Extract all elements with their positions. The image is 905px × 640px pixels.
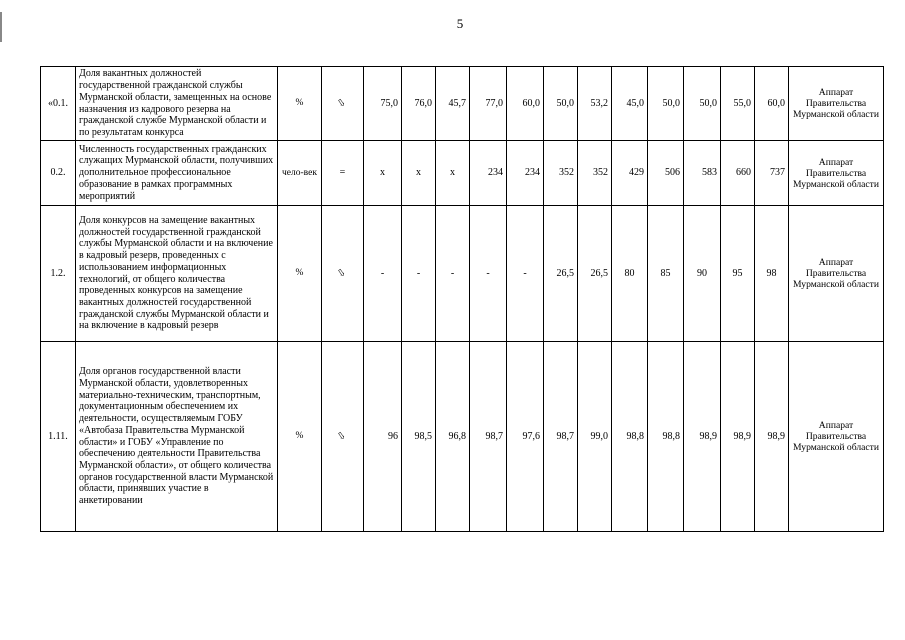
page-number: 5 bbox=[456, 16, 464, 31]
responsible-org: Аппарат Правительства Мурманской области bbox=[789, 206, 884, 342]
value-cell: 45,7 bbox=[436, 67, 470, 141]
indicators-table bbox=[40, 66, 884, 532]
value-cell: 45,0 bbox=[612, 67, 648, 141]
value-cell: 583 bbox=[684, 141, 721, 206]
equals-icon: = bbox=[339, 167, 346, 179]
value-cell: 97,6 bbox=[507, 342, 544, 532]
indicator-name: Численность государственных гражданских служащих Мурманской области, получивших дополнительное профессиональное образование в рамках программных мероприятий bbox=[76, 141, 278, 206]
value-cell: 98,9 bbox=[721, 342, 755, 532]
table-row bbox=[41, 141, 884, 206]
value-cell: 234 bbox=[470, 141, 507, 206]
value-cell: 429 bbox=[612, 141, 648, 206]
unit-cell: чело-век bbox=[278, 141, 322, 206]
direction-cell bbox=[322, 342, 364, 532]
row-number: 0.2. bbox=[41, 141, 76, 206]
direction-cell bbox=[322, 141, 364, 206]
unit-cell: % bbox=[278, 206, 322, 342]
indicator-name: Доля вакантных должностей государственной гражданской службы Мурманской области, замещенных на основе назначения из кадрового резерва на гражданской службе Мурманской области и по результатам конкурса bbox=[76, 67, 278, 141]
value-cell: 506 bbox=[648, 141, 684, 206]
unit-cell: % bbox=[278, 67, 322, 141]
value-cell: 80 bbox=[612, 206, 648, 342]
value-cell: - bbox=[436, 206, 470, 342]
responsible-org: Аппарат Правительства Мурманской области bbox=[789, 342, 884, 532]
value-cell: 95 bbox=[721, 206, 755, 342]
table-row bbox=[41, 342, 884, 532]
value-cell: 234 bbox=[507, 141, 544, 206]
value-cell: х bbox=[402, 141, 436, 206]
arrow-up-outline-icon: ⇩ bbox=[335, 429, 349, 444]
value-cell: 98,7 bbox=[470, 342, 507, 532]
value-cell: 352 bbox=[578, 141, 612, 206]
row-number: 1.2. bbox=[41, 206, 76, 342]
arrow-up-outline-icon: ⇩ bbox=[335, 266, 349, 281]
value-cell: 26,5 bbox=[578, 206, 612, 342]
row-number: 1.11. bbox=[41, 342, 76, 532]
value-cell: х bbox=[364, 141, 402, 206]
value-cell: 352 bbox=[544, 141, 578, 206]
value-cell: 96 bbox=[364, 342, 402, 532]
value-cell: 660 bbox=[721, 141, 755, 206]
value-cell: 60,0 bbox=[507, 67, 544, 141]
table-row bbox=[41, 206, 884, 342]
value-cell: - bbox=[507, 206, 544, 342]
responsible-org: Аппарат Правительства Мурманской области bbox=[789, 67, 884, 141]
value-cell: 53,2 bbox=[578, 67, 612, 141]
value-cell: 50,0 bbox=[544, 67, 578, 141]
value-cell: 98,8 bbox=[612, 342, 648, 532]
value-cell: 98,5 bbox=[402, 342, 436, 532]
value-cell: 90 bbox=[684, 206, 721, 342]
value-cell: 50,0 bbox=[648, 67, 684, 141]
value-cell: - bbox=[364, 206, 402, 342]
value-cell: 75,0 bbox=[364, 67, 402, 141]
value-cell: 98,7 bbox=[544, 342, 578, 532]
value-cell: 99,0 bbox=[578, 342, 612, 532]
indicator-name: Доля конкурсов на замещение вакантных должностей государственной гражданской службы Мурманской области и на включение в кадровый резерв, проведенных с использованием информационных технологий, от общего количества проведенных конкурсов на замещение вакантных должностей государственной гражданской службы Мурманской области и на включение в кадровый резерв bbox=[76, 206, 278, 342]
arrow-up-outline-icon: ⇩ bbox=[335, 96, 349, 111]
value-cell: 50,0 bbox=[684, 67, 721, 141]
direction-cell bbox=[322, 67, 364, 141]
responsible-org: Аппарат Правительства Мурманской области bbox=[789, 141, 884, 206]
value-cell: 55,0 bbox=[721, 67, 755, 141]
value-cell: 98,9 bbox=[684, 342, 721, 532]
value-cell: - bbox=[470, 206, 507, 342]
value-cell: х bbox=[436, 141, 470, 206]
value-cell: 26,5 bbox=[544, 206, 578, 342]
unit-cell: % bbox=[278, 342, 322, 532]
value-cell: - bbox=[402, 206, 436, 342]
value-cell: 76,0 bbox=[402, 67, 436, 141]
row-number: «0.1. bbox=[41, 67, 76, 141]
value-cell: 98,9 bbox=[755, 342, 789, 532]
value-cell: 85 bbox=[648, 206, 684, 342]
value-cell: 737 bbox=[755, 141, 789, 206]
direction-cell bbox=[322, 206, 364, 342]
value-cell: 98 bbox=[755, 206, 789, 342]
table-row bbox=[41, 67, 884, 141]
value-cell: 96,8 bbox=[436, 342, 470, 532]
value-cell: 77,0 bbox=[470, 67, 507, 141]
value-cell: 98,8 bbox=[648, 342, 684, 532]
value-cell: 60,0 bbox=[755, 67, 789, 141]
indicator-name: Доля органов государственной власти Мурманской области, удовлетворенных материально-техническим, транспортным, документационным обеспечением их деятельности, осуществляемым ГОБУ «Автобаза Правительства Мурманской области» и ГОБУ «Управление по обеспечению деятельности Правительства Мурманской области», от общего количества органов государственной власти Мурманской области, принявших участие в анкетировании bbox=[76, 342, 278, 532]
